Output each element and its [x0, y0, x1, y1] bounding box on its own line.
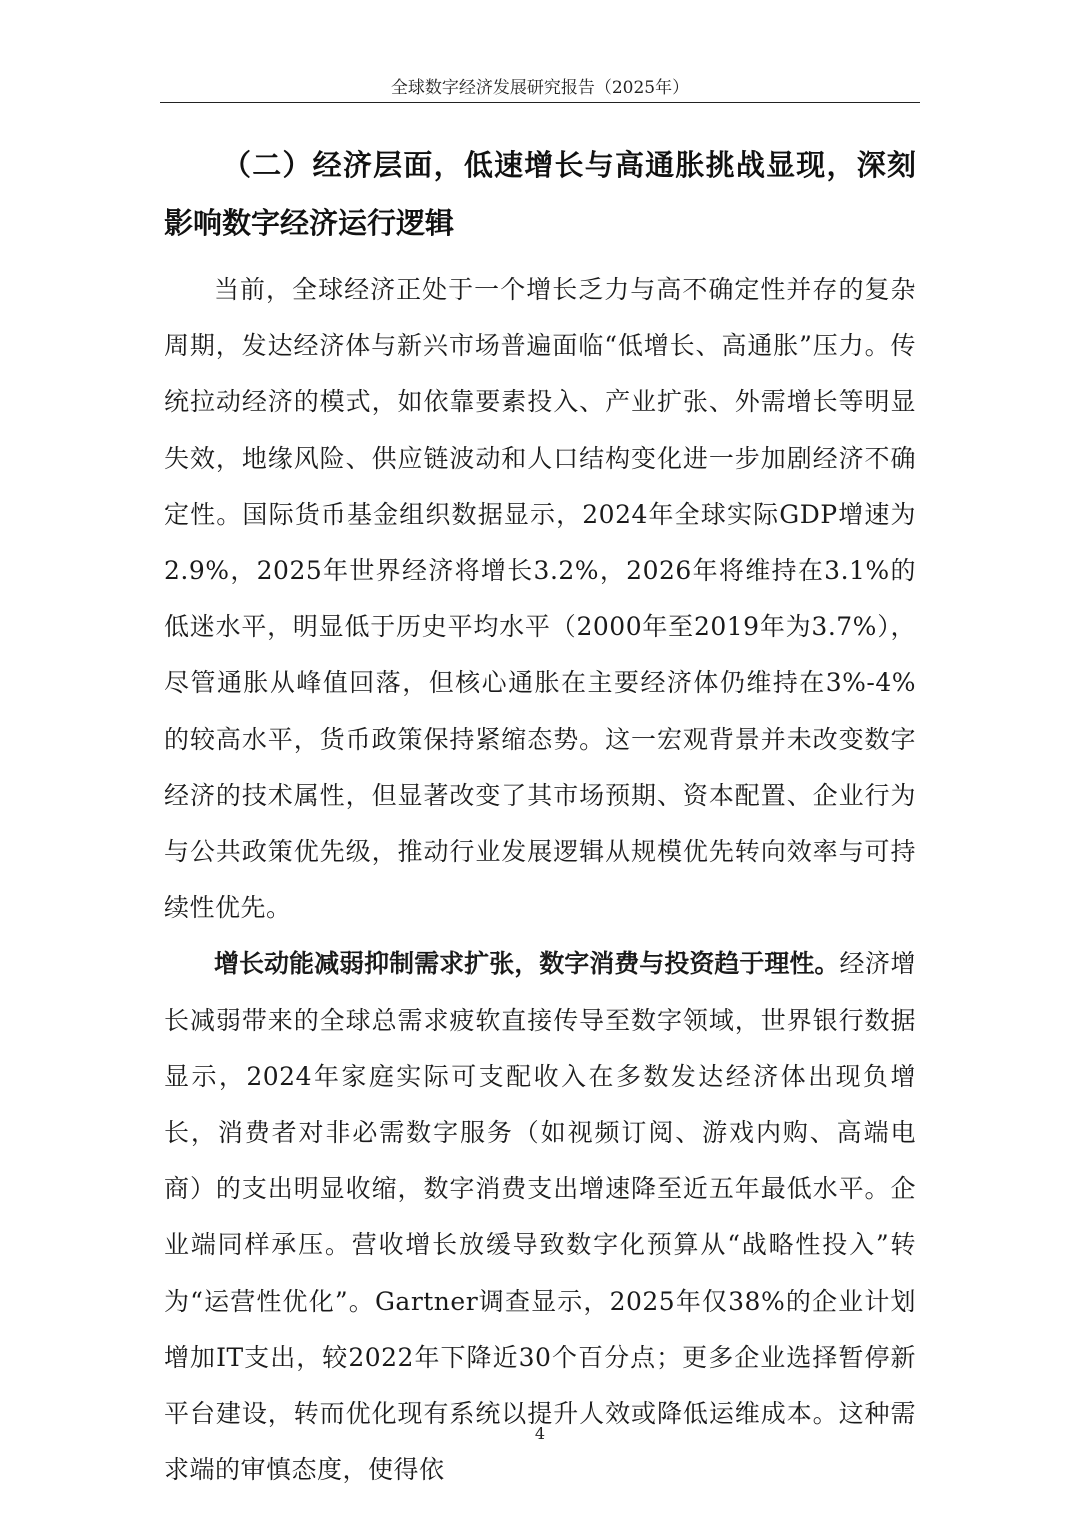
page-content — [164, 136, 916, 1498]
body-paragraph-2 — [164, 936, 916, 1498]
paragraph-lead-sentence: 增长动能减弱抑制需求扩张，数字消费与投资趋于理性。 — [214, 949, 840, 979]
body-paragraph-1: 当前，全球经济正处于一个增长乏力与高不确定性并存的复杂周期，发达经济体与新兴市场普遍面临“低增长、高通胀”压力。传统拉动经济的模式，如依靠要素投入、产业扩张、外需增长等明显失效，地缘风险、供应链波动和人口结构变化进一步加剧经济不确定性。国际货币基金组织数据显示，2024年全球实际GDP增速为2.9%，2025年世界经济将增长3.2%，2026年将维持在3.1%的低迷水平，明显低于历史平均水平（2000年至2019年为3.7%），尽管通胀从峰值回落，但核心通胀在主要经济体仍维持在3%-4%的较高水平，货币政策保持紧缩态势。这一宏观背景并未改变数字经济的技术属性，但显著改变了其市场预期、资本配置、企业行为与公共政策优先级，推动行业发展逻辑从规模优先转向效率与可持续性优先。 — [164, 275, 916, 923]
page-number: 4 — [534, 1424, 546, 1443]
running-header: 全球数字经济发展研究报告（2025年） — [390, 78, 690, 98]
header-rule — [160, 102, 920, 103]
paragraph-body-text: 经济增长减弱带来的全球总需求疲软直接传导至数字领域，世界银行数据显示，2024年家庭实际可支配收入在多数发达经济体出现负增长，消费者对非必需数字服务（如视频订阅、游戏内购、高端电商）的支出明显收缩，数字消费支出增速降至近五年最低水平。企业端同样承压。营收增长放缓导致数字化预算从“战略性投入”转为“运营性优化”。Gartner调查显示，2025年仅38%的企业计划增加IT支出，较2022年下降近30个百分点；更多企业选择暂停新平台建设，转而优化现有系统以提升人效或降低运维成本。这种需求端的审慎态度，使得依 — [164, 949, 916, 1485]
section-heading: （二）经济层面，低速增长与高通胀挑战显现，深刻影响数字经济运行逻辑 — [164, 148, 916, 240]
